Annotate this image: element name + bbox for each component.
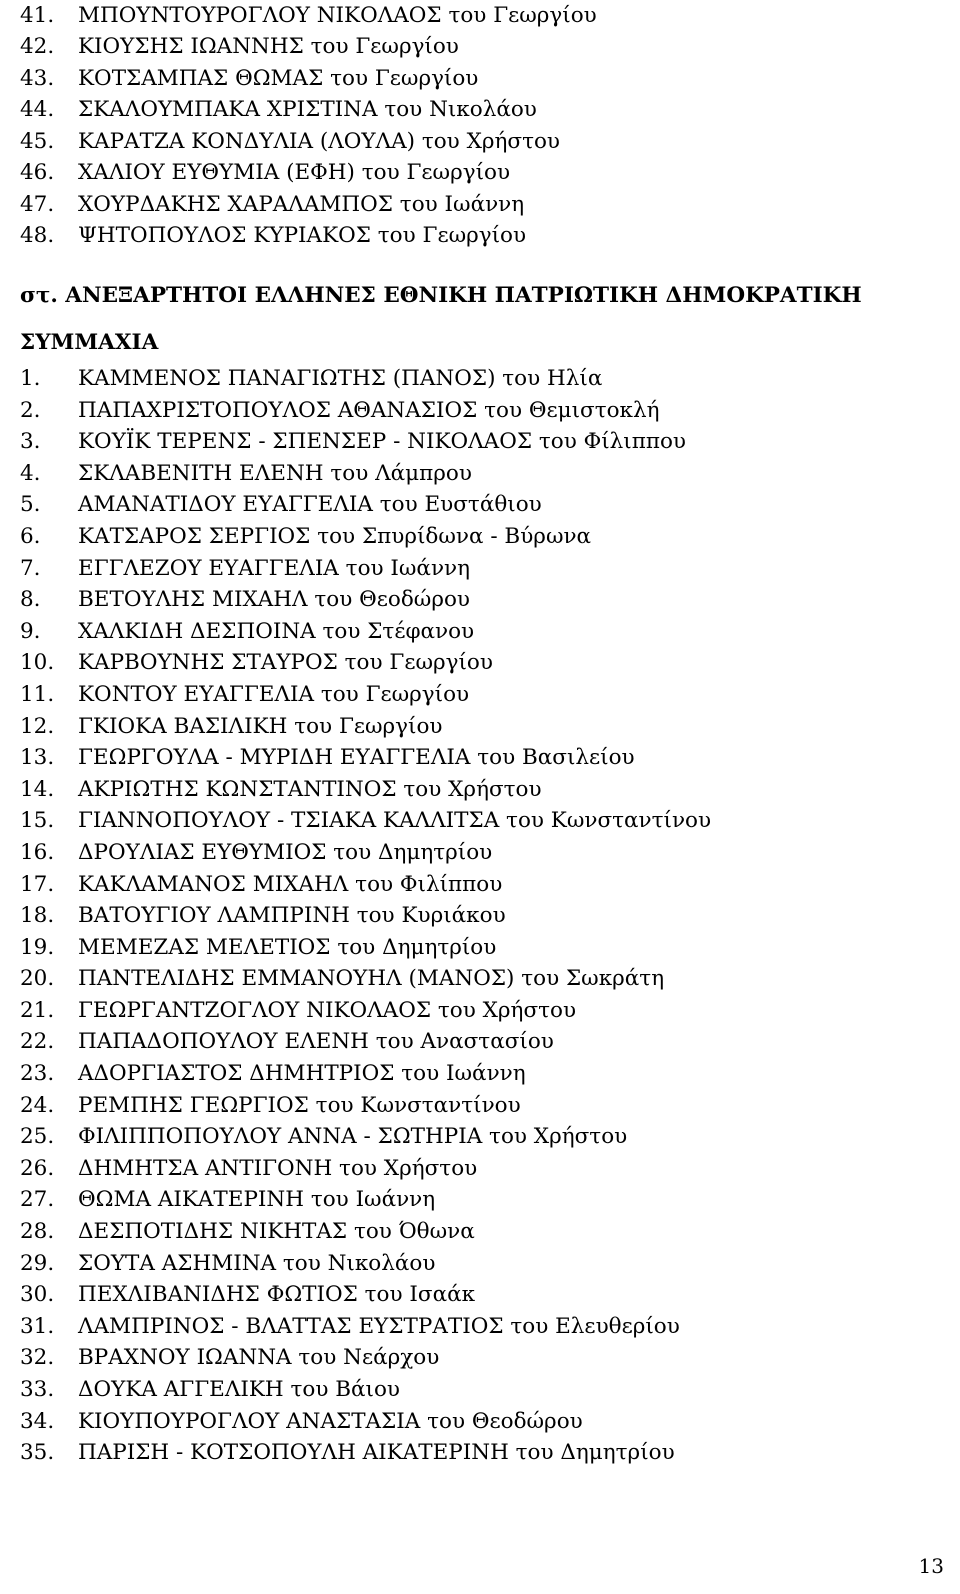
candidate-name: ΔΟΥΚΑ ΑΓΓΕΛΙΚΗ του Βάιου <box>78 1377 400 1402</box>
list-item <box>20 521 711 553</box>
list-item <box>20 1342 711 1374</box>
list-item <box>20 395 711 427</box>
candidate-name: ΠΕΧΛΙΒΑΝΙΔΗΣ ΦΩΤΙΟΣ του Ισαάκ <box>78 1282 476 1308</box>
candidate-name: ΘΩΜΑ ΑΙΚΑΤΕΡΙΝΗ του Ιωάννη <box>78 1187 436 1213</box>
item-number: 30. <box>20 1282 55 1308</box>
list-item <box>20 1184 711 1216</box>
list-item <box>20 1121 711 1153</box>
item-number: 7. <box>20 555 41 581</box>
list-item <box>20 616 711 648</box>
list-item <box>20 932 711 964</box>
item-number: 13. <box>20 745 55 771</box>
list-item <box>20 63 597 94</box>
item-number: 23. <box>20 1061 55 1087</box>
candidate-name: ΚΙΟΥΠΟΥΡΟΓΛΟΥ ΑΝΑΣΤΑΣΙΑ του Θεοδώρου <box>78 1408 583 1434</box>
item-number: 32. <box>20 1345 55 1371</box>
candidate-list-continued <box>20 0 597 252</box>
candidate-name: ΓΚΙΟΚΑ ΒΑΣΙΛΙΚΗ του Γεωργίου <box>78 713 443 739</box>
item-number: 48. <box>20 223 55 249</box>
list-item <box>20 489 711 521</box>
candidate-name: ΔΗΜΗΤΣΑ ΑΝΤΙΓΟΝΗ του Χρήστου <box>78 1155 478 1181</box>
candidate-name: ΔΕΣΠΟΤΙΔΗΣ ΝΙΚΗΤΑΣ του Όθωνα <box>78 1219 475 1245</box>
candidate-name: ΠΑΡΙΣΗ - ΚΟΤΣΟΠΟΥΛΗ ΑΙΚΑΤΕΡΙΝΗ του Δημητρίου <box>78 1440 675 1466</box>
list-item <box>20 1279 711 1311</box>
candidate-name: ΠΑΠΑΔΟΠΟΥΛΟΥ ΕΛΕΝΗ του Αναστασίου <box>78 1029 554 1055</box>
item-number: 19. <box>20 934 55 960</box>
item-number: 17. <box>20 871 55 897</box>
list-item <box>20 220 597 251</box>
list-item <box>20 774 711 806</box>
candidate-name: ΒΑΤΟΥΓΙΟΥ ΛΑΜΠΡΙΝΗ του Κυριάκου <box>78 903 506 929</box>
item-number: 9. <box>20 618 41 644</box>
candidate-name: ΚΟΥΪΚ ΤΕΡΕΝΣ - ΣΠΕΝΣΕΡ - ΝΙΚΟΛΑΟΣ του Φίλιππου <box>78 429 687 455</box>
item-number: 3. <box>20 429 41 455</box>
item-number: 45. <box>20 128 55 154</box>
item-number: 28. <box>20 1219 55 1245</box>
list-item <box>20 0 597 31</box>
candidate-name: ΧΑΛΙΟΥ ΕΥΘΥΜΙΑ (ΕΦΗ) του Γεωργίου <box>78 160 511 186</box>
item-number: 25. <box>20 1124 55 1150</box>
list-item <box>20 963 711 995</box>
list-item <box>20 742 711 774</box>
list-item <box>20 126 597 157</box>
list-item <box>20 584 711 616</box>
candidate-name: ΒΕΤΟΥΛΗΣ ΜΙΧΑΗΛ του Θεοδώρου <box>78 587 470 613</box>
item-number: 47. <box>20 191 55 217</box>
candidate-name: ΑΔΟΡΓΙΑΣΤΟΣ ΔΗΜΗΤΡΙΟΣ του Ιωάννη <box>78 1061 526 1087</box>
candidate-name: ΕΓΓΛΕΖΟΥ ΕΥΑΓΓΕΛΙΑ του Ιωάννη <box>78 555 470 581</box>
candidate-name: ΣΟΥΤΑ ΑΣΗΜΙΝΑ του Νικολάου <box>78 1250 436 1276</box>
item-number: 29. <box>20 1250 55 1276</box>
candidate-name: ΜΠΟΥΝΤΟΥΡΟΓΛΟΥ ΝΙΚΟΛΑΟΣ του Γεωργίου <box>78 3 597 28</box>
item-number: 15. <box>20 808 55 834</box>
candidate-name: ΛΑΜΠΡΙΝΟΣ - ΒΛΑΤΤΑΣ ΕΥΣΤΡΑΤΙΟΣ του Ελευθερίου <box>78 1313 680 1339</box>
item-number: 2. <box>20 397 41 423</box>
list-item <box>20 426 711 458</box>
list-item <box>20 553 711 585</box>
candidate-name: ΚΑΡΒΟΥΝΗΣ ΣΤΑΥΡΟΣ του Γεωργίου <box>78 650 493 676</box>
item-number: 21. <box>20 997 55 1023</box>
list-item <box>20 1311 711 1343</box>
candidate-name: ΠΑΝΤΕΛΙΔΗΣ ΕΜΜΑΝΟΥΗΛ (ΜΑΝΟΣ) του Σωκράτη <box>78 966 665 992</box>
candidate-name: ΣΚΑΛΟΥΜΠΑΚΑ ΧΡΙΣΤΙΝΑ του Νικολάου <box>78 97 537 123</box>
list-item <box>20 837 711 869</box>
list-item <box>20 157 597 188</box>
candidate-name: ΑΜΑΝΑΤΙΔΟΥ ΕΥΑΓΓΕΛΙΑ του Ευστάθιου <box>78 492 542 518</box>
item-number: 8. <box>20 587 41 613</box>
item-number: 11. <box>20 681 55 707</box>
list-item <box>20 94 597 125</box>
list-item <box>20 805 711 837</box>
list-item <box>20 1026 711 1058</box>
candidate-name: ΧΑΛΚΙΔΗ ΔΕΣΠΟΙΝΑ του Στέφανου <box>78 618 475 644</box>
item-number: 10. <box>20 650 55 676</box>
item-number: 46. <box>20 160 55 186</box>
candidate-name: ΚΑΚΛΑΜΑΝΟΣ ΜΙΧΑΗΛ του Φιλίππου <box>78 871 503 897</box>
item-number: 42. <box>20 34 55 60</box>
candidate-name: ΚΟΝΤΟΥ ΕΥΑΓΓΕΛΙΑ του Γεωργίου <box>78 681 470 707</box>
item-number: 35. <box>20 1440 55 1466</box>
candidate-name: ΚΑΜΜΕΝΟΣ ΠΑΝΑΓΙΩΤΗΣ (ΠΑΝΟΣ) του Ηλία <box>78 366 603 391</box>
candidate-name: ΦΙΛΙΠΠΟΠΟΥΛΟΥ ΑΝΝΑ - ΣΩΤΗΡΙΑ του Χρήστου <box>78 1124 628 1150</box>
candidate-name: ΚΑΡΑΤΖΑ ΚΟΝΔΥΛΙΑ (ΛΟΥΛΑ) του Χρήστου <box>78 128 560 154</box>
item-number: 4. <box>20 460 41 486</box>
candidate-name: ΧΟΥΡΔΑΚΗΣ ΧΑΡΑΛΑΜΠΟΣ του Ιωάννη <box>78 191 525 217</box>
item-number: 1. <box>20 366 41 391</box>
candidate-name: ΓΙΑΝΝΟΠΟΥΛΟΥ - ΤΣΙΑΚΑ ΚΑΛΛΙΤΣΑ του Κωνσταντίνου <box>78 808 712 834</box>
list-item <box>20 363 711 395</box>
candidate-name: ΠΑΠΑΧΡΙΣΤΟΠΟΥΛΟΣ ΑΘΑΝΑΣΙΟΣ του Θεμιστοκλή <box>78 397 660 423</box>
list-item <box>20 869 711 901</box>
list-item <box>20 1153 711 1185</box>
list-item <box>20 1216 711 1248</box>
list-item <box>20 711 711 743</box>
list-item <box>20 1374 711 1406</box>
list-item <box>20 189 597 220</box>
list-item <box>20 995 711 1027</box>
item-number: 26. <box>20 1155 55 1181</box>
candidate-name: ΑΚΡΙΩΤΗΣ ΚΩΝΣΤΑΝΤΙΝΟΣ του Χρήστου <box>78 776 542 802</box>
candidate-name: ΡΕΜΠΗΣ ΓΕΩΡΓΙΟΣ του Κωνσταντίνου <box>78 1092 521 1118</box>
item-number: 41. <box>20 3 55 28</box>
item-number: 34. <box>20 1408 55 1434</box>
list-item <box>20 900 711 932</box>
item-number: 12. <box>20 713 55 739</box>
item-number: 24. <box>20 1092 55 1118</box>
candidate-name: ΜΕΜΕΖΑΣ ΜΕΛΕΤΙΟΣ του Δημητρίου <box>78 934 497 960</box>
item-number: 18. <box>20 903 55 929</box>
candidate-name: ΔΡΟΥΛΙΑΣ ΕΥΘΥΜΙΟΣ του Δημητρίου <box>78 839 493 865</box>
candidate-name: ΒΡΑΧΝΟΥ ΙΩΑΝΝΑ του Νεάρχου <box>78 1345 440 1371</box>
list-item <box>20 1248 711 1280</box>
list-item <box>20 458 711 490</box>
list-item <box>20 1058 711 1090</box>
item-number: 6. <box>20 523 41 549</box>
list-item <box>20 679 711 711</box>
item-number: 14. <box>20 776 55 802</box>
item-number: 33. <box>20 1377 55 1402</box>
item-number: 43. <box>20 65 55 91</box>
list-item <box>20 647 711 679</box>
candidate-list <box>20 363 711 1469</box>
item-number: 44. <box>20 97 55 123</box>
item-number: 27. <box>20 1187 55 1213</box>
item-number: 16. <box>20 839 55 865</box>
candidate-name: ΓΕΩΡΓΟΥΛΑ - ΜΥΡΙΔΗ ΕΥΑΓΓΕΛΙΑ του Βασιλείου <box>78 745 635 771</box>
candidate-name: ΚΑΤΣΑΡΟΣ ΣΕΡΓΙΟΣ του Σπυρίδωνα - Βύρωνα <box>78 523 592 549</box>
list-item <box>20 1090 711 1122</box>
item-number: 31. <box>20 1313 55 1339</box>
list-item <box>20 1406 711 1438</box>
section-heading: στ. ΑΝΕΞΑΡΤΗΤΟΙ ΕΛΛΗΝΕΣ ΕΘΝΙΚΗ ΠΑΤΡΙΩΤΙΚΗ ΔΗΜΟΚΡΑΤΙΚΗ ΣΥΜΜΑΧΙΑ <box>20 283 862 355</box>
list-item <box>20 1437 711 1469</box>
candidate-name: ΚΙΟΥΣΗΣ ΙΩΑΝΝΗΣ του Γεωργίου <box>78 34 459 60</box>
item-number: 20. <box>20 966 55 992</box>
candidate-name: ΓΕΩΡΓΑΝΤΖΟΓΛΟΥ ΝΙΚΟΛΑΟΣ του Χρήστου <box>78 997 577 1023</box>
candidate-name: ΨΗΤΟΠΟΥΛΟΣ ΚΥΡΙΑΚΟΣ του Γεωργίου <box>78 223 527 249</box>
candidate-name: ΣΚΛΑΒΕΝΙΤΗ ΕΛΕΝΗ του Λάμπρου <box>78 460 472 486</box>
item-number: 22. <box>20 1029 55 1055</box>
page-number: 13 <box>918 1554 944 1578</box>
list-item <box>20 31 597 62</box>
candidate-name: ΚΟΤΣΑΜΠΑΣ ΘΩΜΑΣ του Γεωργίου <box>78 65 479 91</box>
item-number: 5. <box>20 492 41 518</box>
